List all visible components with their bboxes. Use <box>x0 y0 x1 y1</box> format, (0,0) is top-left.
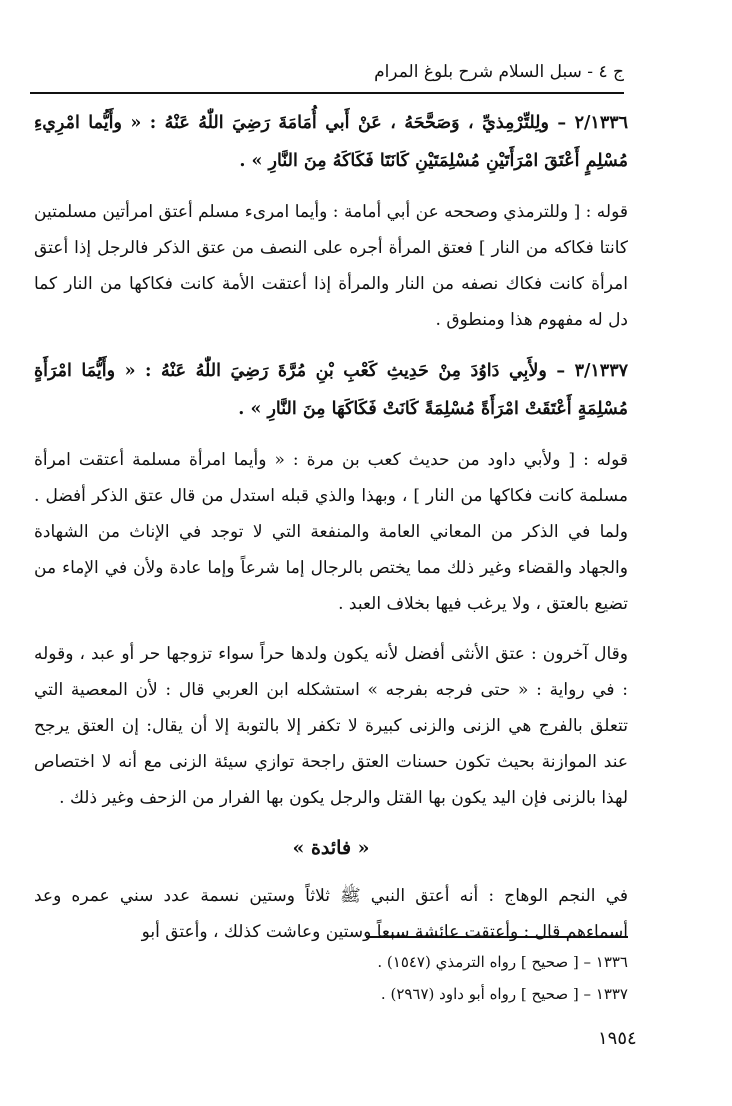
commentary-others: وقال آخرون : عتق الأنثى أفضل لأنه يكون ولدها حراً سواء تزوجها حر أو عبد ، وقوله : في رواية : « حتى فرجه بفرجه » استشكله ابن العربي قال : لأن المعصية التي تتعلق بالفرج هي الزنى والزنى كبيرة لا تكفر إلا بالتوبة إلا أن يقال: إن العتق يرجح عند الموازنة بحيث تكون حسنات العتق راجحة توازي سيئة الزنى مع أنه لا اختصاص لهذا بالزنى فإن اليد يكون بها القتل والرجل يكون بها الفرار من الزحف وغير ذلك . <box>34 644 628 808</box>
main-text <box>34 104 628 964</box>
hadith-1337 <box>34 352 628 428</box>
footnotes <box>34 946 628 1010</box>
page-number: ١٩٥٤ <box>598 1028 637 1049</box>
fawaid-text: في النجم الوهاج : أنه أعتق النبي ﷺ ثلاثاً وستين نسمة عدد سني عمره وعد أسماءهم قال : وأعتقت عائشة سبعاً وستين وعاشت كذلك ، وأعتق أبو <box>34 886 628 942</box>
footnote-divider <box>366 936 628 938</box>
running-header <box>30 60 624 94</box>
hadith-1337-text: – ولأَبِي دَاوُدَ مِنْ حَدِيثِ كَعْبِ بْنِ مُرَّةَ رَضِيَ اللّٰهُ عَنْهُ : « وأَيُّمَا امْرَأَةٍ مُسْلِمَةٍ أَعْتَقَتْ امْرَأَةً مُسْلِمَةً كَانَتْ فَكَاكَهَا مِنَ النَّارِ » . <box>34 361 628 419</box>
hadith-1337-number: ٣/١٣٣٧ <box>574 361 628 381</box>
hadith-1336 <box>34 104 628 180</box>
footnote-1337: ١٣٣٧ – [ صحيح ] رواه أبو داود (٢٩٦٧) . <box>380 985 628 1003</box>
hadith-1336-text: – ولِلتِّرْمِذيِّ ، وَصَحَّحَهُ ، عَنْ أَبي أُمَامَةَ رَضِيَ اللّٰهُ عَنْهُ : « وأَيُّما امْرِيءِ مُسْلِمٍ أَعْتَقَ امْرَأَتَيْنِ مُسْلِمَتَيْنِ كَانَتَا فَكَاكَهُ مِنَ النَّارِ » . <box>34 113 628 171</box>
header-title: ج ٤ - سبل السلام شرح بلوغ المرام <box>374 62 624 82</box>
commentary-1336: قوله : [ وللترمذي وصححه عن أبي أمامة : وأيما امرىء مسلم أعتق امرأتين مسلمتين كانتا فكاكه من النار ] فعتق المرأة أجره على النصف من عتق الذكر فالرجل إذا أعتق امرأة كانت فكاك نصفه من النار والمرأة إذا أعتقت الأمة كانت فكاكها من النار كما دل له مفهوم هذا ومنطوق . <box>34 202 628 330</box>
fawaid-heading: « فائدة » <box>292 837 370 859</box>
commentary-1337: قوله : [ ولأبي داود من حديث كعب بن مرة : « وأيما امرأة مسلمة أعتقت امرأة مسلمة كانت فكاكها من النار ] ، وبهذا والذي قبله استدل من قال عتق الذكر أفضل . ولما في الذكر من المعاني العامة والمنفعة التي لا توجد في الإناث من الشهادة والجهاد والقضاء وغير ذلك مما يختص بالرجال إما شرعاً وإما عادة ولأن في الإماء من تضيع بالعتق ، ولا يرغب فيها بخلاف العبد . <box>34 450 628 614</box>
hadith-1336-number: ٢/١٣٣٦ <box>574 113 629 133</box>
footnote-1336: ١٣٣٦ – [ صحيح ] رواه الترمذي (١٥٤٧) . <box>377 953 628 971</box>
